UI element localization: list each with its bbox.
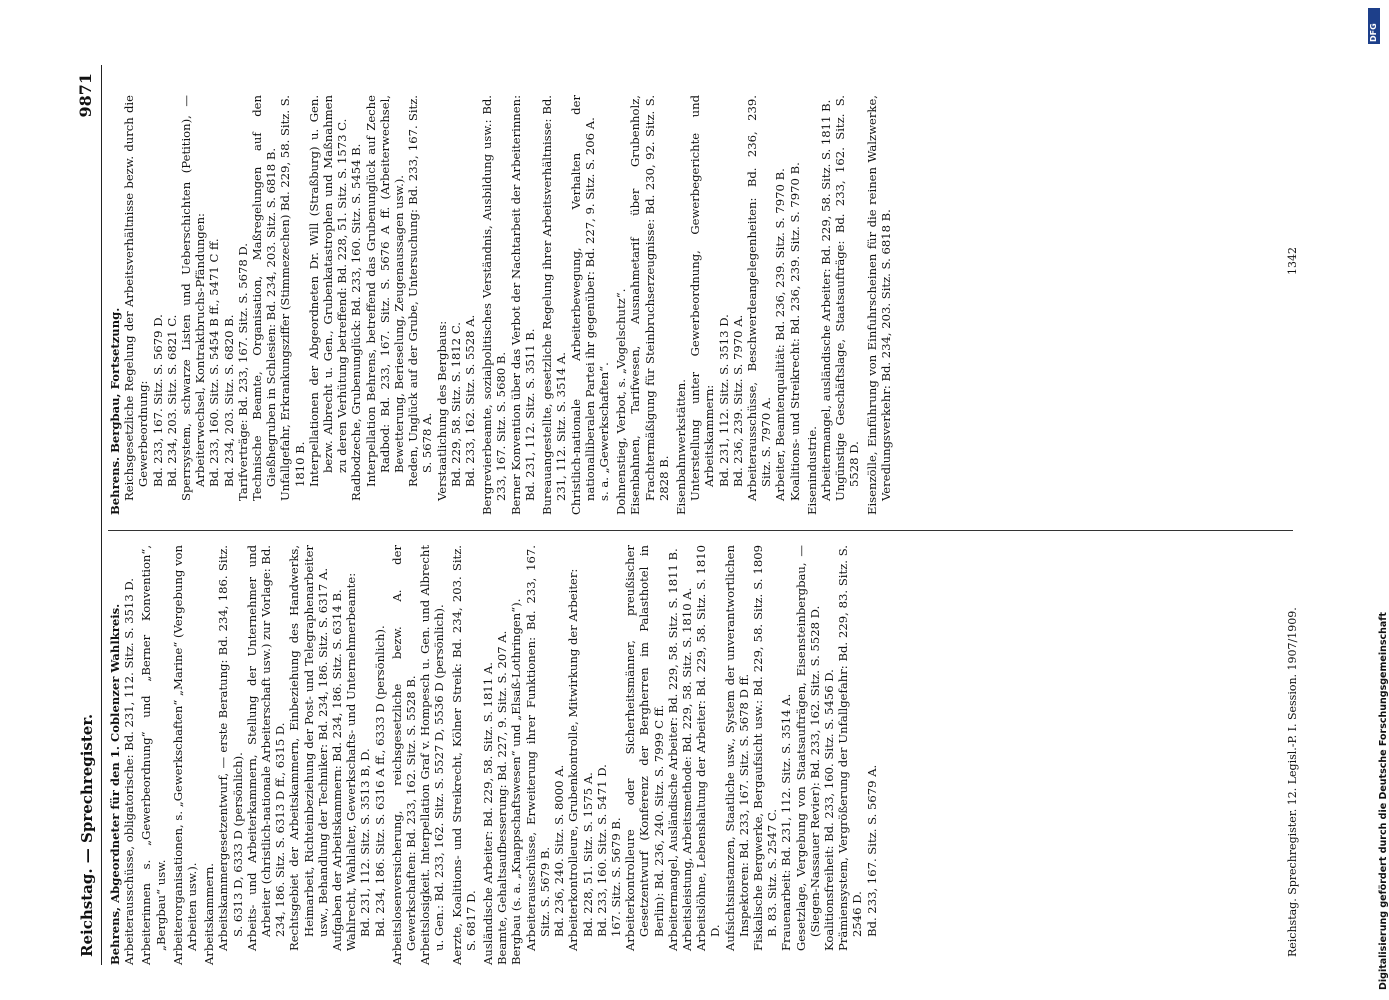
register-entry: Aufgaben der Arbeitskammern: Bd. 234, 186. Sitz. S. 6314 B. [330,589,345,951]
register-entry: Bd. 236, 240. Sitz. S. 8000 A. [552,764,567,937]
register-entry: Interpellation Behrens, betreffend das Grubenunglück auf Zeche Radbod: Bd. 233, 167. Sitz. S. 5676 A ff. (Arbeiterwechsel, Bewetterung, Berieselung, Zeugenaussagen usw.). [363,95,407,487]
register-entry: s. a. „Gewerkschaften“. [596,362,611,501]
register-entry: Arbeiterausschüsse, obligatorische: Bd. 231, 112. Sitz. S. 3513 D. [122,578,137,965]
register-entry: Behrens, Abgeordneter für den 1. Coblenzer Wahlkreis. [108,603,122,965]
register-entry: Arbeiterorganisationen, s. „Gewerkschaften“ „Marine“ (Vergebung von Arbeiten usw.). [170,545,200,965]
register-entry: Dohnenstieg, Verbot, s. „Vogelschutz“. [614,288,629,515]
register-entry: Interpellationen der Abgeordneten Dr. Will (Straßburg) u. Gen. bezw. Albrecht u. Gen., Grubenkatastrophen und Maßnahmen zu deren Verhütung betreffend: Bd. 228, 51. Sitz. S. 1573 C. [306,95,350,487]
register-entry: Arbeitslosenversicherung, reichsgesetzliche bezw. A. der Gewerkschaften: Bd. 233, 162. Sitz. S. 5528 B. [389,545,419,965]
register-entry: Arbeits- und Arbeiterkammern, Stellung der Unternehmer und Arbeiter (christlich-nationale Arbeiterschaft usw.) zur Vorlage: Bd. 234, 186. Sitz. S. 6313 D ff., 6315 D. [244,545,288,951]
register-entry: Koalitions- und Streikrecht: Bd. 236, 239. Sitz. S. 7970 B. [787,162,802,501]
rotated-register-page [74,65,1324,965]
register-entry: Arbeiterinnen s. „Gewerbeordnung“ und „Berner Konvention“, „Bergbau“ usw. [139,545,168,965]
register-entry: Bergbau (s. a. „Knappschaftswesen“ und „Elsaß-Lothringen“). [509,598,524,965]
register-entry: Ausländische Arbeiter: Bd. 229, 58. Sitz. S. 1811 A. [481,662,496,965]
digitization-note: Digitalisierung gefördert durch die Deutsche Forschungsgemeinschaft [1378,612,1389,990]
register-entry: Technische Beamte, Organisation, Maßregelungen auf den Gießhegruben in Schlesien: Bd. 234, 203. Sitz. S. 6818 B. [250,95,279,501]
footer-number: 1342 [1286,247,1299,275]
register-entry: Arbeiterkontrolleure, Grubenkontrolle, Mitwirkung der Arbeiter: [566,568,581,951]
register-entry: Beamte, Gehaltsaufbesserung: Bd. 227, 9. Sitz. S. 207 A. [495,630,510,965]
register-entry: Bd. 234, 203. Sitz. S. 6821 C. [164,314,179,487]
page-title: Reichstag. — Sprechregister. [78,713,96,957]
register-entry: Verstaatlichung des Bergbaus: [434,320,449,501]
register-entry: Bd. 229, 58. Sitz. S. 1812 C. [448,322,463,487]
register-entry: Arbeiterausschüsse, Beschwerdeangelegenheiten: Bd. 236, 239. Sitz. S. 7970 A. [744,95,774,501]
register-entry: Arbeiter, Beamtenqualität: Bd. 236, 239. Sitz. S. 7970 B. [773,168,788,501]
register-entry: Ungünstige Geschäftslage, Staatsaufträge: Bd. 233, 162. Sitz. S. 5528 D. [833,95,862,501]
dfg-logo-text: DFG [1369,23,1378,42]
register-entry: Prämiensystem, Vergrößerung der Unfallgefahr: Bd. 229, 83. Sitz. S. 2546 D. [836,545,865,951]
header-rule [101,65,102,965]
register-entry: Bd. 233, 167. Sitz. S. 5679 A. [864,764,879,937]
register-entry: Koalitionsfreiheit: Bd. 233, 160. Sitz. S. 5456 D. [821,669,836,951]
register-entry: Arbeitermangel, Ausländische Arbeiter: Bd. 229, 58. Sitz. S. 1811 B. [665,548,680,951]
register-entry: Tarifverträge: Bd. 233, 167. Sitz. S. 5678 D. [235,243,250,501]
register-entry: Arbeitskammern. [202,863,217,965]
register-entry: Arbeitsleistung, Arbeitsmethode: Bd. 229, 58. Sitz. S. 1810 A. [679,587,694,951]
register-entry: Arbeiterausschüsse, Erweiterung ihrer Funktionen: Bd. 233, 167. Sitz. S. 5679 B. [523,545,552,951]
register-entry: Eisenzölle, Einführung von Einfuhrscheinen für die reinen Walzwerke, Veredlungsverkehr: Bd. 234, 203. Sitz. S. 6818 B. [864,95,893,515]
register-entry: Bd. 236, 239. Sitz. S. 7970 A. [730,314,745,487]
register-entry: Arbeitskammergesetzentwurf, — erste Beratung: Bd. 234, 186. Sitz. S. 6313 D, 6333 D (persönlich). [216,545,245,951]
register-entry: Eisenbahnwerkstätten. [673,379,688,515]
register-entry: Unterstellung unter Gewerbeordnung, Gewerbegerichte und Arbeitskammern: [688,95,717,501]
register-entry: Reichsgesetzliche Regelung der Arbeitsverhältnisse bezw. durch die Gewerbeordnung: [122,95,151,501]
register-entry: Bd. 233, 167. Sitz. S. 5679 D. [150,314,165,487]
register-entry: Arbeitermangel, ausländische Arbeiter: Bd. 229, 58. Sitz. S. 1811 B. [818,99,833,501]
register-entry: Aufsichtsinstanzen, Staatliche usw., System der unverantwortlichen Inspektoren: Bd. 233, 167. Sitz. S. 5678 D ff. [722,545,751,951]
register-entry: Unfallgefahr, Erkrankungsziffer (Stimmezechen) Bd. 229, 58. Sitz. S. 1810 B. [278,95,307,501]
left-column [108,545,879,965]
register-entry: Bd. 233, 160. Sitz. S. 5471 D. [594,764,609,937]
dfg-logo [1368,8,1380,44]
register-entry: Christlich-nationale Arbeiterbewegung, Verhalten der nationalliberalen Partei ihr gegenüber: Bd. 227, 9. Sitz. S. 206 A. [568,95,597,515]
register-entry: Rechtsgebiet der Arbeitskammern, Einbeziehung des Handwerks, Heimarbeit, Richteinbeziehung der Post- und Telegraphenarbeiter usw., Behandlung der Techniker: Bd. 234, 186. Sitz. S. 6317 A. [287,545,330,951]
register-entry: Bd. 234, 203. Sitz. S. 6820 B. [221,314,236,487]
register-entry: Bd. 231, 112. Sitz. S. 3513 D. [716,314,731,487]
right-column [108,95,893,515]
register-entry: Sperrsystem, schwarze Listen und Ueberschichten (Petition), — Arbeiterwechsel, Kontraktbruchs-Pfändungen: [179,95,208,501]
register-entry: Berner Konvention über das Verbot der Nachtarbeit der Arbeiterinnen: Bd. 231, 112. Sitz. S. 3511 B. [508,95,537,515]
register-entry: Fiskalische Bergwerke, Bergaufsicht usw.: Bd. 229, 58. Sitz. S. 1809 B. 83. Sitz. S. 2547 C. [750,545,780,951]
register-entry: Bergrevierbeamte, sozialpolitisches Verständnis, Ausbildung usw.: Bd. 233, 167. Sitz. S. 5680 B. [480,95,509,515]
register-entry: Arbeitslöhne, Lebenshaltung der Arbeiter: Bd. 229, 58. Sitz. S. 1810 D. [694,545,723,951]
register-entry: Arbeitslosigkeit. Interpellation Graf v. Hompesch u. Gen. und Albrecht u. Gen.: Bd. 233, 162. Sitz. S. 5527 D, 5536 D (persönlich). [418,545,447,965]
register-entry: Eisenbahnen, Tarifwesen, Ausnahmetarif über Grubenholz, Frachtermäßigung für Steinbruchserzeugnisse: Bd. 230, 92. Sitz. S. 2828 B. [628,95,671,515]
register-entry: Eisenindustrie. [804,426,819,515]
register-entry: Bd. 231, 112. Sitz. S. 3513 B, D. [358,748,373,937]
register-entry: Gesetzlage, Vergebung von Staatsaufträgen, Eisensteinbergbau, — (Siegen-Nassauer Revier): Bd. 233, 162. Sitz. S. 5528 D. [793,545,822,951]
register-entry: Aerzte, Koalitions- und Streikrecht, Kölner Streik: Bd. 234, 203. Sitz. S. 6817 D. [449,545,478,965]
footer-source: Reichstag. Sprechregister. 12. Legisl.-P. I. Session. 1907/1909. [1286,607,1299,957]
register-entry: Arbeiterkontrolleure oder Sicherheitsmänner, preußischer Gesetzentwurf (Konferenz der Bergherren im Palasthotel in Berlin): Bd. 236, 240. Sitz. S. 7999 C ff. [623,545,666,951]
register-entry: Wahlrecht, Wahlalter, Gewerkschafts- und Unternehmerbeamte: [344,572,359,951]
page-number: 9871 [76,73,95,118]
register-entry: 167. Sitz. S. 5679 B. [608,817,623,937]
register-entry: Bd. 233, 162. Sitz. S. 5528 A. [463,314,478,487]
register-entry: Bureauangestellte, gesetzliche Regelung ihrer Arbeitsverhältnisse: Bd. 231, 112. Sitz. S. 3514 A. [540,95,569,515]
register-entry: Bd. 228, 51. Sitz. S. 1575 A. [580,772,595,937]
column-divider [108,530,1293,531]
page-header [74,65,100,965]
register-entry: Behrens. Bergbau, Fortsetzung. [108,307,122,515]
register-entry: Bd. 234, 186. Sitz. S. 6316 A ff., 6333 D (persönlich). [372,625,387,937]
register-entry: Radbodzeche, Grubenunglück: Bd. 233, 160. Sitz. S. 5454 B. [349,143,364,501]
register-entry: Reden, Unglück auf der Grube, Untersuchung: Bd. 233, 167. Sitz. S. 5678 A. [406,95,435,487]
register-entry: Frauenarbeit: Bd. 231, 112. Sitz. S. 3514 A. [779,693,794,951]
register-entry: Bd. 233, 160. Sitz. S. 5454 B ff., 5471 C ff. [207,238,222,487]
